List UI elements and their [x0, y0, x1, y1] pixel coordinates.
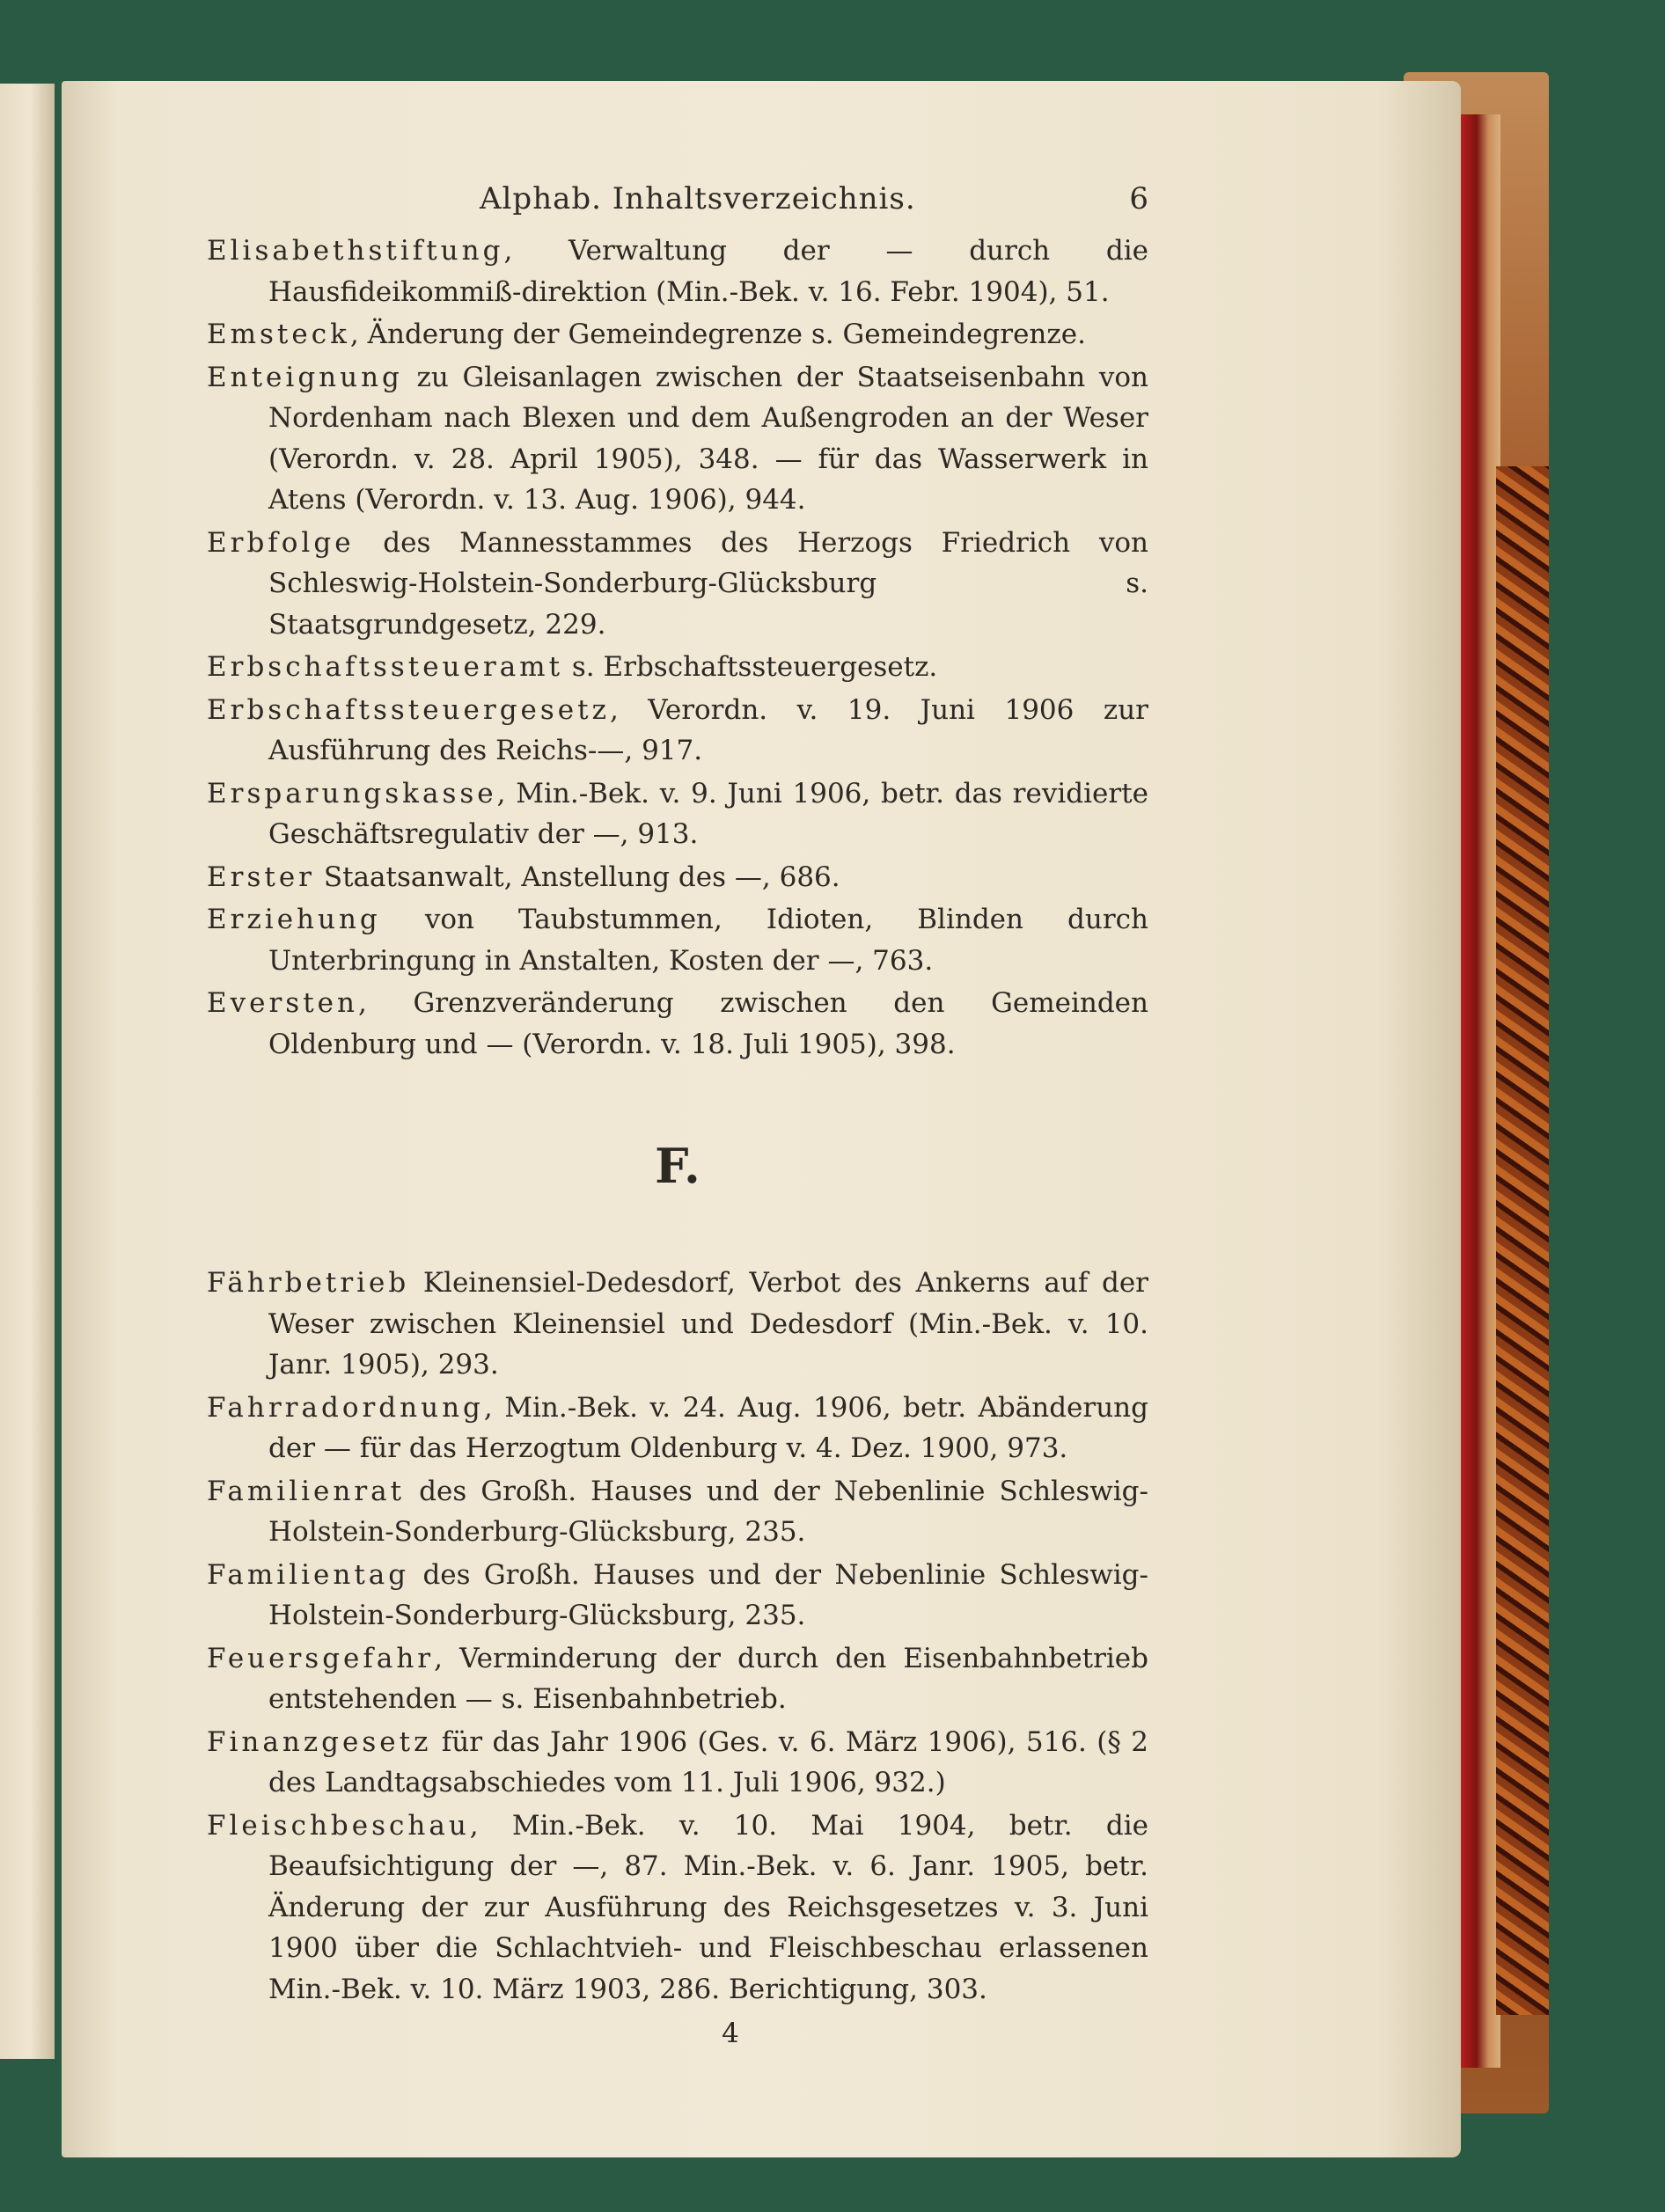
- index-entry-text: , Min.-Bek. v. 10. Mai 1904, betr. die Beaufsichtigung der —, 87. Min.-Bek. v. 6. Janr. 1905, betr. Änderung der zur Ausführung des Reichsgesetzes v. 3. Juni 1900 über die Schlachtvieh- und Fleischbeschau erlassenen Min.-Bek. v. 10. März 1903, 286. Berichtigung, 303.: [268, 1809, 1148, 2005]
- index-entry: [207, 773, 1148, 855]
- index-entry-term: Erbschaftssteueramt: [207, 651, 564, 683]
- index-entry-text: zu Gleisanlagen zwischen der Staatseisenbahn von Nordenham nach Blexen und dem Außengroden an der Weser (Verordn. v. 28. April 1905), 348. — für das Wasserwerk in Atens (Verordn. v. 13. Aug. 1906), 944.: [268, 361, 1148, 516]
- index-entry: [207, 1722, 1148, 1804]
- index-entry-term: Ersparungskasse: [207, 777, 497, 809]
- index-entry-text: , Min.-Bek. v. 24. Aug. 1906, betr. Abänderung der — für das Herzogtum Oldenburg v. 4. Dez. 1900, 973.: [268, 1391, 1148, 1464]
- facing-page-edge: [0, 84, 55, 2059]
- index-entry: [207, 1388, 1148, 1469]
- index-entry-term: Erbschaftssteuergesetz: [207, 693, 610, 726]
- header-title: Alphab. Inhaltsverzeichnis.: [480, 181, 916, 216]
- index-entry: [207, 857, 1148, 898]
- index-entry: [207, 1638, 1148, 1720]
- index-entry-term: Erziehung: [207, 904, 381, 935]
- index-entry-term: Enteignung: [207, 361, 403, 393]
- index-entry-text: des Großh. Hauses und der Nebenlinie Schleswig-Holstein-Sonderburg-Glücksburg, 235.: [268, 1558, 1148, 1631]
- index-entry-term: Familientag: [207, 1558, 410, 1591]
- index-entry-text: , Verwaltung der — durch die Hausfideikommiß-direktion (Min.-Bek. v. 16. Febr. 1904), 51.: [268, 235, 1148, 308]
- index-entry-term: Fährbetrieb: [207, 1267, 410, 1299]
- book-page-edges: [1461, 114, 1500, 2068]
- index-entry-text: Kleinensiel-Dedesdorf, Verbot des Ankerns auf der Weser zwischen Kleinensiel und Dedesdorf (Min.-Bek. v. 10. Janr. 1905), 293.: [268, 1267, 1148, 1381]
- index-entry: [207, 1471, 1148, 1553]
- index-entry-text: , Grenzveränderung zwischen den Gemeinden Oldenburg und — (Verordn. v. 18. Juli 1905), 398.: [268, 987, 1148, 1060]
- index-entry: [207, 1263, 1148, 1386]
- index-entry-text: für das Jahr 1906 (Ges. v. 6. März 1906), 516. (§ 2 des Landtagsabschiedes vom 11. Juli 1906, 932.): [268, 1725, 1148, 1798]
- index-entry-term: Erster: [207, 861, 315, 893]
- index-content: [207, 231, 1148, 2055]
- index-entry-text: , Verminderung der durch den Eisenbahnbetrieb entstehenden — s. Eisenbahnbetrieb.: [268, 1642, 1148, 1715]
- index-entry-term: Fleischbeschau: [207, 1809, 470, 1842]
- index-entry-term: Emsteck: [207, 319, 350, 350]
- index-entry-text: s. Erbschaftssteuergesetz.: [563, 651, 938, 683]
- printer-signature-mark: 4: [722, 2018, 739, 2049]
- index-entry-text: , Änderung der Gemeindegrenze s. Gemeindegrenze.: [349, 319, 1086, 350]
- index-entry-term: Familienrat: [207, 1475, 406, 1507]
- index-entry: [207, 690, 1148, 772]
- index-entry-text: des Großh. Hauses und der Nebenlinie Schleswig-Holstein-Sonderburg-Glücksburg, 235.: [268, 1475, 1148, 1548]
- page-number: 6: [1129, 181, 1148, 216]
- section-letter-heading: F.: [655, 1138, 700, 1194]
- index-entry-term: Elisabethstiftung: [207, 235, 504, 267]
- index-entry: [207, 1555, 1148, 1637]
- index-section-f: [207, 1263, 1148, 2010]
- index-entry: [207, 899, 1148, 981]
- running-header: [207, 181, 1148, 216]
- index-entry-text: Staatsanwalt, Anstellung des —, 686.: [314, 861, 840, 893]
- index-entry: [207, 647, 1148, 688]
- index-entry-text: des Mannesstammes des Herzogs Friedrich von Schleswig-Holstein-Sonderburg-Glücksburg s. Staatsgrundgesetz, 229.: [268, 526, 1148, 641]
- index-entry-text: , Verordn. v. 19. Juni 1906 zur Ausführung des Reichs-—, 917.: [268, 693, 1148, 766]
- index-entry-term: Erbfolge: [207, 526, 355, 559]
- index-entry-term: Finanzgesetz: [207, 1725, 432, 1758]
- index-entry-text: , Min.-Bek. v. 9. Juni 1906, betr. das revidierte Geschäftsregulativ der —, 913.: [268, 777, 1148, 850]
- index-entry: [207, 1805, 1148, 2011]
- index-entry: [207, 523, 1148, 646]
- index-entry-term: Feuersgefahr: [207, 1642, 435, 1674]
- marbled-endpaper: [1496, 466, 1549, 2015]
- index-entry-term: Eversten: [207, 987, 358, 1019]
- index-entry: [207, 231, 1148, 312]
- index-entry-term: Fahrradordnung: [207, 1391, 484, 1424]
- index-entry-text: von Taubstummen, Idioten, Blinden durch Unterbringung in Anstalten, Kosten der —, 763.: [268, 904, 1148, 977]
- index-entry: [207, 314, 1148, 355]
- index-entry: [207, 983, 1148, 1065]
- index-section-e: [207, 231, 1148, 1065]
- index-entry: [207, 357, 1148, 521]
